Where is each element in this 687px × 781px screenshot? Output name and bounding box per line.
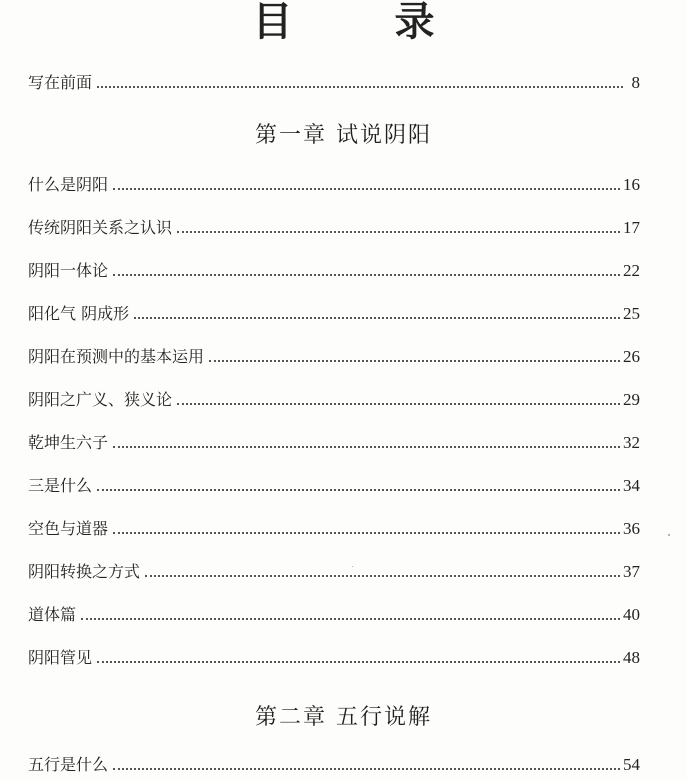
entry-page-number: 40	[623, 605, 640, 624]
toc-entry[interactable]	[28, 516, 640, 540]
entry-label: 空色与道器	[28, 519, 109, 538]
toc-entry[interactable]	[28, 301, 640, 325]
entry-label: 阴阳管见	[28, 648, 93, 667]
entry-label: 阴阳之广义、狭义论	[28, 390, 173, 409]
entry-page-number: 25	[623, 304, 640, 323]
entry-label: 五行是什么	[28, 755, 109, 774]
entry-page-number: 26	[623, 347, 640, 366]
entry-page-number: 16	[623, 175, 640, 194]
dot-leader	[97, 85, 623, 88]
toc-entry[interactable]	[28, 344, 640, 368]
entry-page-number: 32	[623, 433, 640, 452]
entry-label: 道体篇	[28, 605, 77, 624]
toc-entry[interactable]	[28, 430, 640, 454]
entry-label: 三是什么	[28, 476, 93, 495]
entry-page-number: 37	[623, 562, 640, 581]
toc-title: 目 录	[252, 0, 479, 45]
dot-leader	[177, 402, 620, 405]
entry-label: 什么是阴阳	[28, 175, 109, 194]
scan-speck	[668, 534, 670, 536]
toc-entry[interactable]	[28, 473, 640, 497]
dot-leader	[113, 273, 620, 276]
entry-page-number: 48	[623, 648, 640, 667]
entry-label: 阴阳在预测中的基本运用	[28, 347, 205, 366]
toc-entry-preface[interactable]	[28, 70, 640, 94]
entry-page-number: 36	[623, 519, 640, 538]
chapter-heading-1: 第一章 试说阴阳	[255, 123, 432, 148]
toc-entry[interactable]	[28, 602, 640, 626]
entry-page-number: 34	[623, 476, 640, 495]
entry-label: 传统阴阳关系之认识	[28, 218, 173, 237]
entry-page-number: 8	[631, 73, 640, 92]
chapter-heading-2: 第二章 五行说解	[255, 705, 432, 730]
entry-page-number: 29	[623, 390, 640, 409]
dot-leader	[145, 574, 620, 577]
entry-label: 阴阳转换之方式	[28, 562, 141, 581]
toc-entry[interactable]	[28, 258, 640, 282]
dot-leader	[134, 316, 620, 319]
toc-entry[interactable]	[28, 752, 640, 776]
dot-leader	[113, 187, 620, 190]
toc-entry[interactable]	[28, 645, 640, 669]
entry-page-number: 54	[623, 755, 640, 774]
entry-label: 阳化气 阴成形	[28, 304, 130, 323]
scan-speck	[352, 566, 353, 567]
dot-leader	[81, 617, 620, 620]
entry-label: 写在前面	[28, 73, 93, 92]
entry-page-number: 17	[623, 218, 640, 237]
dot-leader	[97, 488, 620, 491]
entry-page-number: 22	[623, 261, 640, 280]
entry-label: 乾坤生六子	[28, 433, 109, 452]
dot-leader	[177, 230, 620, 233]
toc-entry[interactable]	[28, 172, 640, 196]
dot-leader	[113, 531, 620, 534]
toc-entry[interactable]	[28, 559, 640, 583]
toc-entry[interactable]	[28, 215, 640, 239]
dot-leader	[113, 445, 620, 448]
dot-leader	[97, 660, 620, 663]
dot-leader	[113, 767, 620, 770]
toc-entry[interactable]	[28, 387, 640, 411]
dot-leader	[209, 359, 620, 362]
entry-label: 阴阳一体论	[28, 261, 109, 280]
